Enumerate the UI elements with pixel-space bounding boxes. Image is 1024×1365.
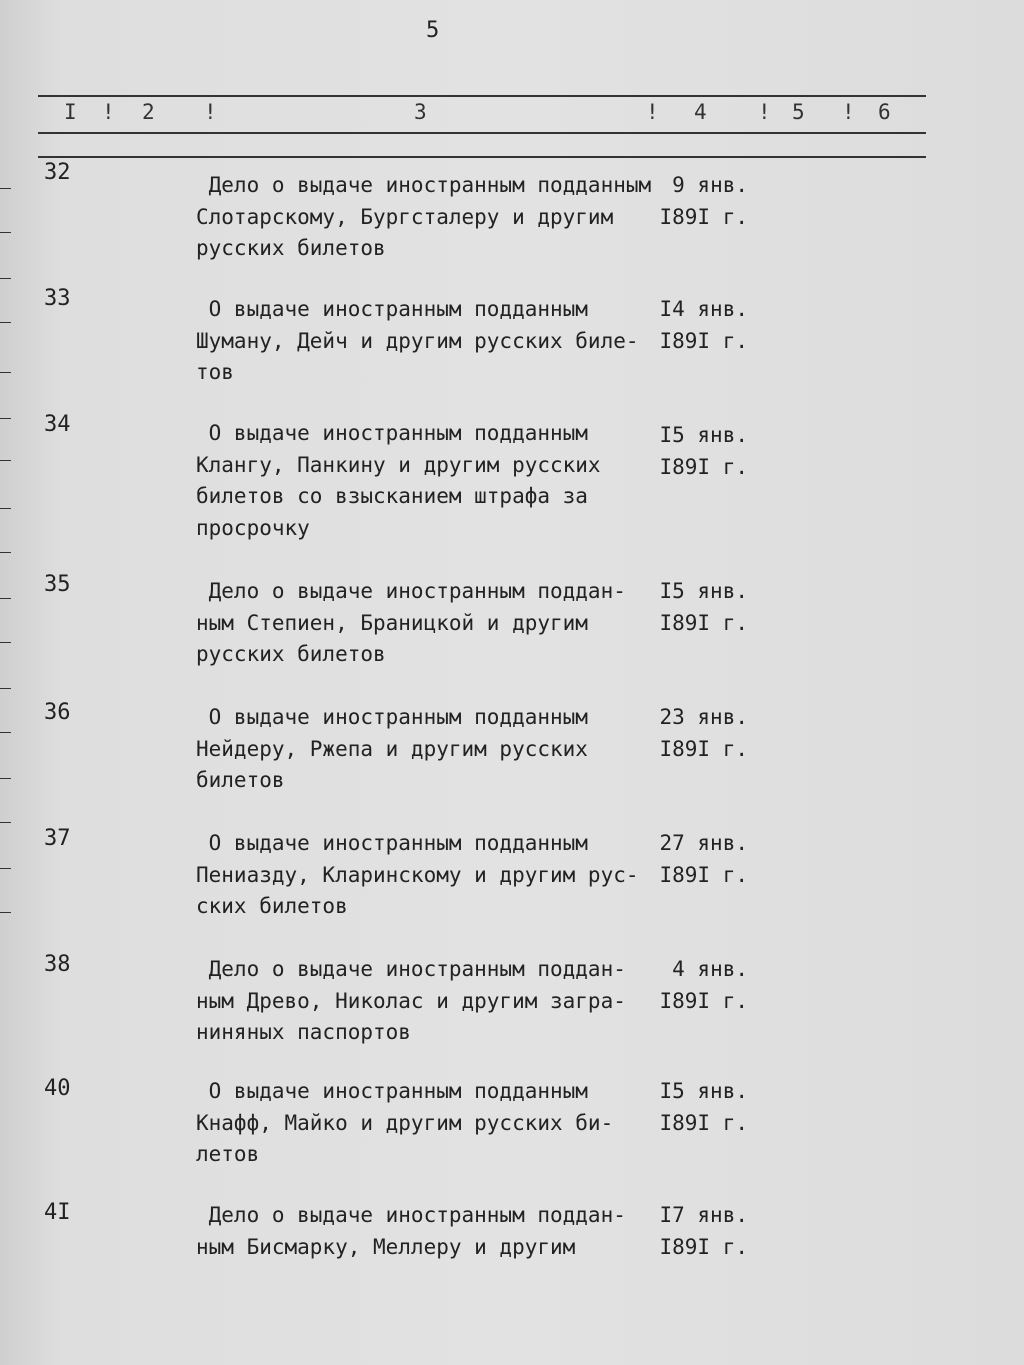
binding-mark [0,232,11,233]
column-header-5: 5 [792,100,805,124]
row-number: 36 [44,700,71,725]
column-header-6: 6 [878,100,891,124]
binding-mark [0,188,11,189]
column-header-1: I [64,100,77,124]
row-number: 40 [44,1076,71,1101]
row-title: Дело о выдаче иностранным подданным Слотарскому, Бургсталеру и другим русских билетов [196,173,652,260]
row-date: 27 янв. I89I г. [659,831,748,887]
row-date: I5 янв. I89I г. [659,423,748,479]
binding-mark [0,688,11,689]
row-number: 35 [44,572,71,597]
row-date: I4 янв. I89I г. [659,297,748,353]
binding-mark [0,732,11,733]
row-title: Дело о выдаче иностранным поддан- ным Степиен, Браницкой и другим русских билетов [196,579,626,666]
row-date: 23 янв. I89I г. [659,705,748,761]
table-header-rule [38,132,926,134]
column-header-4: 4 [694,100,707,124]
binding-mark [0,278,11,279]
row-number: 33 [44,286,71,311]
binding-mark [0,460,11,461]
binding-mark [0,598,11,599]
column-separator: ! [758,100,771,124]
binding-mark [0,552,11,553]
column-separator: ! [204,100,217,124]
row-number: 32 [44,160,71,185]
row-number: 34 [44,412,71,437]
row-title: О выдаче иностранным подданным Шуману, Дейч и другим русских биле- тов [196,297,639,384]
binding-mark [0,372,11,373]
binding-mark [0,642,11,643]
binding-mark [0,508,11,509]
row-date: I7 янв. I89I г. [659,1203,748,1259]
row-title: О выдаче иностранным подданным Клангу, Панкину и другим русских билетов со взысканием штрафа за просрочку [196,421,601,540]
table-top-rule [38,95,926,97]
binding-mark [0,912,11,913]
binding-mark [0,322,11,323]
binding-mark [0,822,11,823]
row-date: 9 янв. I89I г. [659,173,748,229]
table-header-bottom-rule [38,156,926,158]
row-number: 37 [44,826,71,851]
row-title: О выдаче иностранным подданным Пениазду, Кларинскому и другим рус- ских билетов [196,831,639,918]
binding-edge [0,0,14,1365]
row-number: 38 [44,952,71,977]
row-date: 4 янв. I89I г. [659,957,748,1013]
row-title: О выдаче иностранным подданным Нейдеру, Ржепа и другим русских билетов [196,705,588,792]
column-separator: ! [646,100,659,124]
page-number: 5 [426,18,440,43]
binding-mark [0,778,11,779]
row-title: Дело о выдаче иностранным поддан- ным Древо, Николас и другим загра- ниняных паспортов [196,957,626,1044]
column-header-3: 3 [414,100,427,124]
binding-mark [0,418,11,419]
column-header-2: 2 [142,100,155,124]
row-date: I5 янв. I89I г. [659,579,748,635]
row-title: Дело о выдаче иностранным поддан- ным Бисмарку, Меллеру и другим [196,1203,626,1259]
binding-mark [0,868,11,869]
row-number: 4I [44,1200,71,1225]
row-date: I5 янв. I89I г. [659,1079,748,1135]
row-title: О выдаче иностранным подданным Кнафф, Майко и другим русских би- летов [196,1079,614,1166]
column-separator: ! [842,100,855,124]
column-separator: ! [102,100,115,124]
